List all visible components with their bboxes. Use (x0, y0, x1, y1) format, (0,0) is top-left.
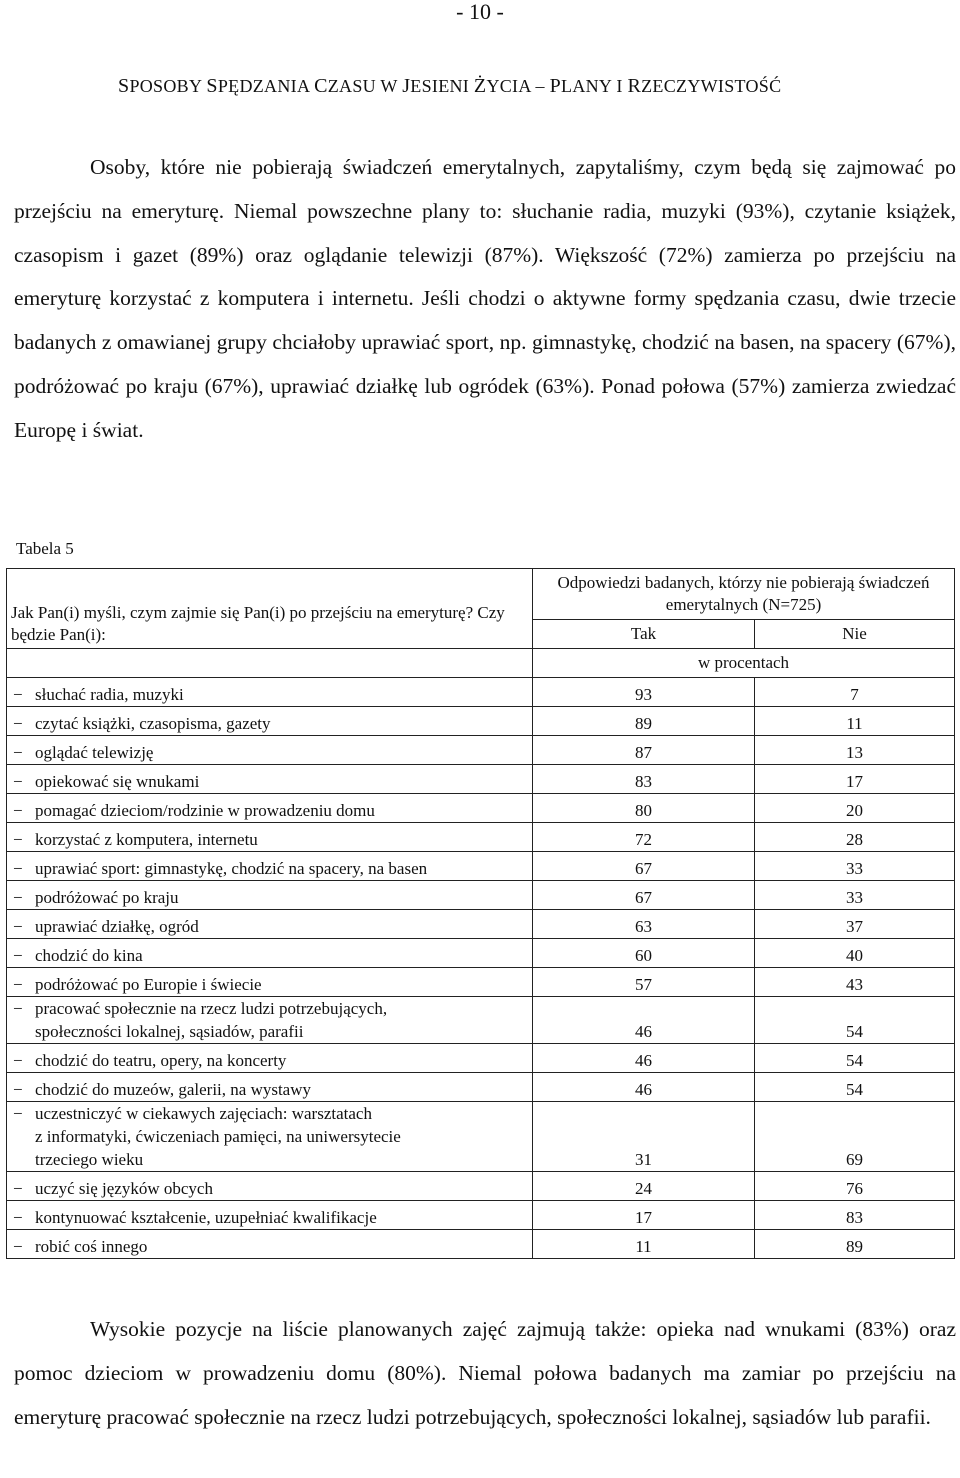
dash-marker: − (13, 714, 23, 733)
yes-value: 31 (533, 1102, 755, 1172)
yes-value: 93 (533, 678, 755, 707)
table-row (7, 794, 955, 823)
table-row (7, 939, 955, 968)
activity-text: chodzić do kina (35, 946, 143, 965)
yes-value: 67 (533, 881, 755, 910)
dash-marker: − (13, 743, 23, 762)
table-row (7, 1230, 955, 1259)
activity-text: podróżować po Europie i świecie (35, 975, 262, 994)
activity-label (7, 1230, 533, 1259)
yes-value: 17 (533, 1201, 755, 1230)
activity-text: uprawiać sport: gimnastykę, chodzić na spacery, na basen (35, 859, 428, 878)
activity-label-line (13, 828, 528, 851)
activity-text: uczestniczyć w ciekawych zajęciach: warsztatach (35, 1104, 372, 1123)
activity-text: korzystać z komputera, internetu (35, 830, 258, 849)
activity-label (7, 794, 533, 823)
activity-text: podróżować po kraju (35, 888, 179, 907)
activity-label (7, 823, 533, 852)
table-row (7, 910, 955, 939)
no-value: 17 (755, 765, 955, 794)
table-row (7, 1172, 955, 1201)
no-value: 76 (755, 1172, 955, 1201)
no-value: 33 (755, 881, 955, 910)
yes-value: 80 (533, 794, 755, 823)
yes-value: 67 (533, 852, 755, 881)
table-unit-row (7, 649, 955, 678)
activity-text: pracować społecznie na rzecz ludzi potrzebujących, (35, 999, 388, 1018)
table-row (7, 968, 955, 997)
table-row (7, 1073, 955, 1102)
intro-paragraph: Osoby, które nie pobierają świadczeń emerytalnych, zapytaliśmy, czym będą się zajmować po przejściu na emeryturę. Niemal powszechne plany to: słuchanie radia, muzyki (93%), czytanie książek, czasopism i gazet (89%) oraz oglądanie telewizji (87%). Większość (72%) zamierza po przejściu na emeryturę korzystać z komputera i internetu. Jeśli chodzi o aktywne formy spędzania czasu, dwie trzecie badanych z omawianej grupy chciałoby uprawiać sport, np. gimnastykę, chodzić na basen, na spacery (67%), podróżować po kraju (67%), uprawiać działkę lub ogródek (63%). Ponad połowa (57%) zamierza zwiedzać Europę i świat. (14, 155, 956, 442)
dash-marker: − (13, 1104, 23, 1123)
page-number: - 10 - (456, 0, 504, 24)
table-row (7, 1044, 955, 1073)
unit-row-blank (7, 649, 533, 678)
no-value: 11 (755, 707, 955, 736)
yes-value: 24 (533, 1172, 755, 1201)
activity-label (7, 1201, 533, 1230)
yes-value: 46 (533, 997, 755, 1044)
activity-text: uprawiać działkę, ogród (35, 917, 199, 936)
dash-marker: − (13, 999, 23, 1018)
activity-text: kontynuować kształcenie, uzupełniać kwalifikacje (35, 1208, 377, 1227)
table-row (7, 765, 955, 794)
no-value: 13 (755, 736, 955, 765)
survey-table (6, 568, 955, 1259)
dash-marker: − (13, 1080, 23, 1099)
survey-table-body (7, 569, 955, 1259)
table-row (7, 997, 955, 1044)
activity-text: uczyć się języków obcych (35, 1179, 213, 1198)
no-value: 69 (755, 1102, 955, 1172)
dash-marker: − (13, 917, 23, 936)
activity-label-line (13, 944, 528, 967)
dash-marker: − (13, 1208, 23, 1227)
question-header: Jak Pan(i) myśli, czym zajmie się Pan(i) po przejściu na emeryturę? Czy będzie Pan(i): (7, 569, 533, 649)
activity-label-line (13, 1235, 528, 1258)
table-row (7, 881, 955, 910)
table-row (7, 1102, 955, 1172)
dash-marker: − (13, 859, 23, 878)
yes-value: 83 (533, 765, 755, 794)
no-value: 54 (755, 1044, 955, 1073)
activity-label-line (13, 1102, 528, 1125)
activity-label (7, 678, 533, 707)
activity-label-line (13, 770, 528, 793)
activity-label-line (13, 683, 528, 706)
col-no-header: Nie (755, 620, 955, 649)
no-value: 37 (755, 910, 955, 939)
activity-text: słuchać radia, muzyki (35, 685, 184, 704)
table-label: Tabela 5 (16, 539, 74, 558)
response-header: Odpowiedzi badanych, którzy nie pobierają świadczeń emerytalnych (N=725) (533, 569, 955, 620)
activity-text: społeczności lokalnej, sąsiadów, parafii (35, 1022, 304, 1041)
yes-value: 63 (533, 910, 755, 939)
dash-marker: − (13, 975, 23, 994)
activity-label-line (13, 1078, 528, 1101)
yes-value: 72 (533, 823, 755, 852)
activity-text: z informatyki, ćwiczeniach pamięci, na uniwersytecie (35, 1127, 401, 1146)
closing-paragraph: Wysokie pozycje na liście planowanych zajęć zajmują także: opieka nad wnukami (83%) oraz pomoc dzieciom w prowadzeniu domu (80%). Niemal połowa badanych ma zamiar po przejściu na emeryturę pracować społecznie na rzecz ludzi potrzebujących, społeczności lokalnej, sąsiadów lub parafii. (14, 1317, 956, 1429)
no-value: 28 (755, 823, 955, 852)
activity-text: trzeciego wieku (35, 1150, 144, 1169)
no-value: 33 (755, 852, 955, 881)
activity-label (7, 968, 533, 997)
activity-label-line (13, 857, 528, 880)
activity-label (7, 765, 533, 794)
activity-label (7, 736, 533, 765)
activity-text: pomagać dzieciom/rodzinie w prowadzeniu domu (35, 801, 375, 820)
activity-text: oglądać telewizję (35, 743, 154, 762)
activity-label (7, 997, 533, 1044)
table-header-row (7, 569, 955, 620)
activity-label-line (13, 915, 528, 938)
no-value: 83 (755, 1201, 955, 1230)
no-value: 89 (755, 1230, 955, 1259)
activity-label (7, 939, 533, 968)
yes-value: 46 (533, 1073, 755, 1102)
activity-label-line (13, 741, 528, 764)
no-value: 54 (755, 997, 955, 1044)
col-yes-header: Tak (533, 620, 755, 649)
activity-label-line (13, 1148, 528, 1171)
activity-label-line (13, 712, 528, 735)
activity-label-line (13, 997, 528, 1020)
yes-value: 60 (533, 939, 755, 968)
activity-label (7, 910, 533, 939)
activity-label (7, 881, 533, 910)
table-row (7, 1201, 955, 1230)
activity-label-line (13, 799, 528, 822)
activity-label-line (13, 1020, 528, 1043)
dash-marker: − (13, 888, 23, 907)
no-value: 20 (755, 794, 955, 823)
table-row (7, 852, 955, 881)
activity-text: robić coś innego (35, 1237, 148, 1256)
activity-text: opiekować się wnukami (35, 772, 200, 791)
activity-text: chodzić do teatru, opery, na koncerty (35, 1051, 287, 1070)
activity-label (7, 852, 533, 881)
activity-label (7, 1044, 533, 1073)
dash-marker: − (13, 830, 23, 849)
dash-marker: − (13, 1179, 23, 1198)
yes-value: 87 (533, 736, 755, 765)
activity-label-line (13, 973, 528, 996)
activity-label-line (13, 1177, 528, 1200)
activity-label-line (13, 886, 528, 909)
no-value: 7 (755, 678, 955, 707)
dash-marker: − (13, 1051, 23, 1070)
yes-value: 89 (533, 707, 755, 736)
activity-label-line (13, 1206, 528, 1229)
activity-label-line (13, 1049, 528, 1072)
activity-label (7, 1073, 533, 1102)
activity-label (7, 1172, 533, 1201)
section-title (118, 74, 781, 98)
yes-value: 11 (533, 1230, 755, 1259)
dash-marker: − (13, 685, 23, 704)
activity-label-line (13, 1125, 528, 1148)
unit-label: w procentach (533, 649, 955, 678)
no-value: 54 (755, 1073, 955, 1102)
activity-text: czytać książki, czasopisma, gazety (35, 714, 271, 733)
table-row (7, 678, 955, 707)
yes-value: 46 (533, 1044, 755, 1073)
yes-value: 57 (533, 968, 755, 997)
no-value: 40 (755, 939, 955, 968)
table-row (7, 823, 955, 852)
table-row (7, 707, 955, 736)
dash-marker: − (13, 801, 23, 820)
activity-label (7, 1102, 533, 1172)
dash-marker: − (13, 1237, 23, 1256)
table-row (7, 736, 955, 765)
dash-marker: − (13, 946, 23, 965)
activity-label (7, 707, 533, 736)
section-title-text: SPOSOBY SPĘDZANIA CZASU W JESIENI ŻYCIA – PLANY I RZECZYWISTOŚĆ (118, 75, 782, 97)
dash-marker: − (13, 772, 23, 791)
activity-text: chodzić do muzeów, galerii, na wystawy (35, 1080, 312, 1099)
no-value: 43 (755, 968, 955, 997)
